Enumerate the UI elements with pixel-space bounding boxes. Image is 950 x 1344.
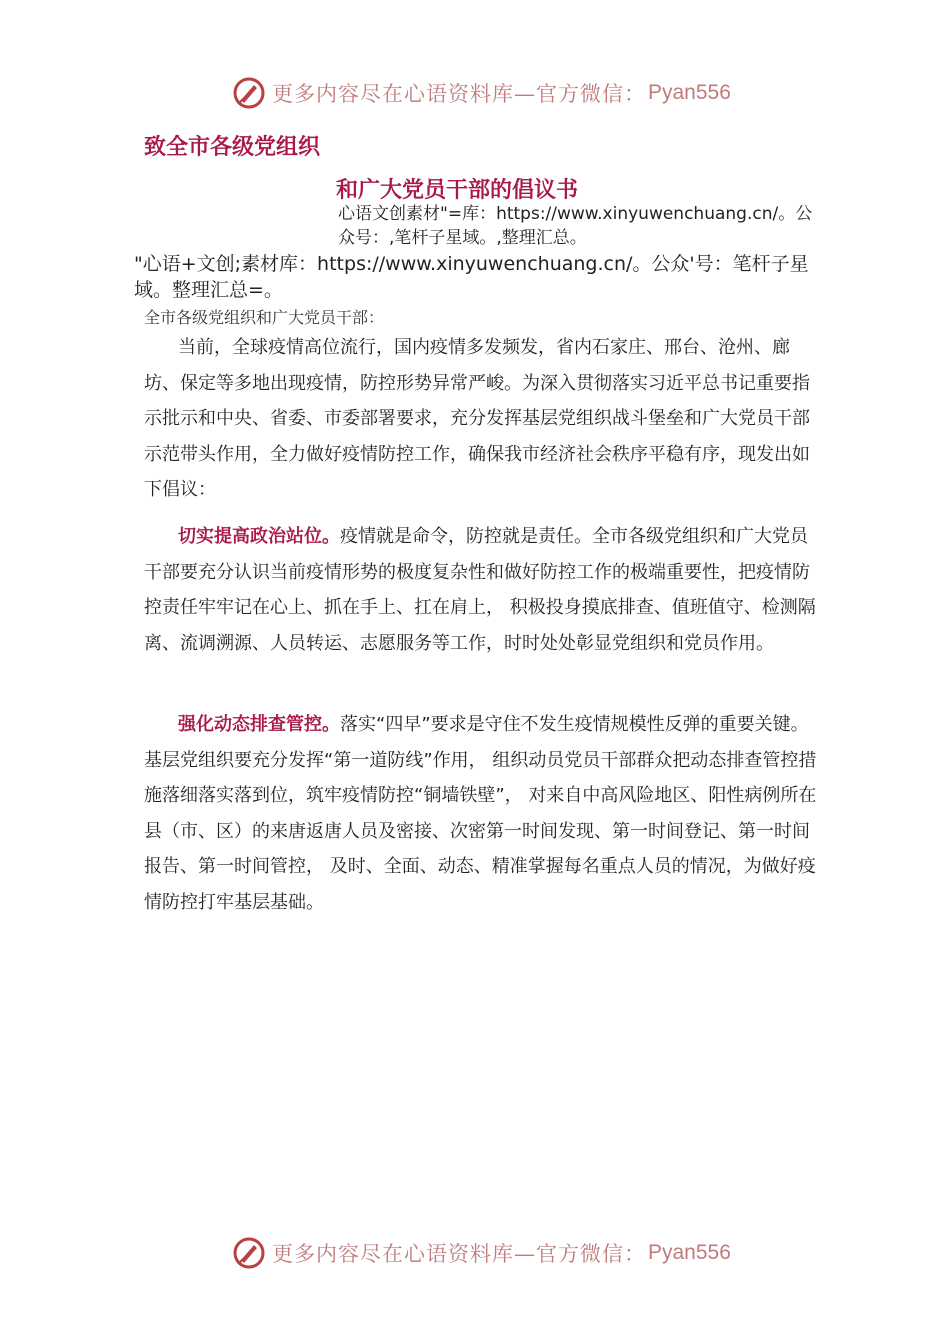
section-1-paragraph xyxy=(144,519,824,661)
title-line-1: 致全市各级党组织 xyxy=(144,135,321,160)
pen-logo-icon xyxy=(232,1236,266,1270)
section-2-paragraph xyxy=(144,707,824,920)
footer-banner xyxy=(232,1233,731,1273)
banner-text: 更多内容尽在心语资料库—官方微信： xyxy=(272,82,646,106)
watermark-note-2: "心语+文创;素材库：https://www.xinyuwenchuang.cn/。公众'号：笔杆子星域。整理汇总=。 xyxy=(134,253,809,301)
banner-wechat-id: Pyan556 xyxy=(648,1241,731,1264)
section-2-text: 落实“四早”要求是守住不发生疫情规模性反弹的重要关键。基层党组织要充分发挥“第一道防线”作用， 组织动员党员干部群众把动态排查管控措施落细落实落到位，筑牢疫情防控“铜墙铁壁”， 对来自中高风险地区、阳性病例所在县（市、区）的来唐返唐人员及密接、次密第一时间发现、第一时间登记、第一时间报告、第一时间管控， 及时、全面、动态、精准掌握每名重点人员的情况，为做好疫情防控打牢基层基础。 xyxy=(144,714,817,913)
section-1-text: 疫情就是命令，防控就是责任。全市各级党组织和广大党员干部要充分认识当前疫情形势的极度复杂性和做好防控工作的极端重要性，把疫情防控责任牢牢记在心上、抓在手上、扛在肩上， 积极投身摸底排查、值班值守、检测隔离、流调溯源、人员转运、志愿服务等工作，时时处处彰显党组织和党员作用。 xyxy=(144,526,816,654)
section-1-heading: 切实提高政治站位。 xyxy=(178,526,340,547)
intro-paragraph: 当前，全球疫情高位流行，国内疫情多发频发，省内石家庄、邢台、沧州、廊坊、保定等多地出现疫情，防控形势异常严峻。为深入贯彻落实习近平总书记重要指示批示和中央、省委、市委部署要求，充分发挥基层党组织战斗堡垒和广大党员干部示范带头作用，全力做好疫情防控工作，确保我市经济社会秩序平稳有序，现发出如下倡议： xyxy=(144,337,810,500)
header-banner xyxy=(232,73,731,113)
pen-logo-icon xyxy=(232,76,266,110)
salutation: 全市各级党组织和广大党员干部： xyxy=(144,308,385,327)
banner-wechat-id: Pyan556 xyxy=(648,81,731,104)
watermark-note-1: 心语文创素材"=库：https://www.xinyuwenchuang.cn/。公众号：,笔杆子星域。,整理汇总。 xyxy=(338,204,813,248)
title-line-2: 和广大党员干部的倡议书 xyxy=(336,178,579,203)
section-2-heading: 强化动态排查管控。 xyxy=(178,714,340,735)
banner-text: 更多内容尽在心语资料库—官方微信： xyxy=(272,1242,646,1266)
